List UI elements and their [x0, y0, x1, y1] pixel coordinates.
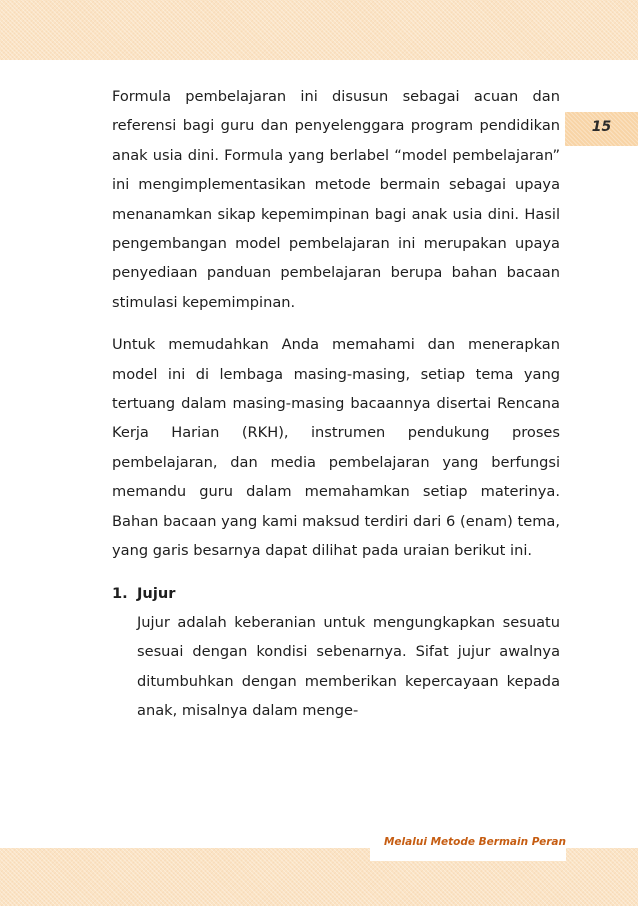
paragraph-line: 6 (enam) tema, yang garis besarnya dapat dilihat pada	[112, 512, 561, 560]
section-number: 1.	[112, 584, 128, 602]
paragraph-line: kepercayaan kepada anak, misalnya dalam menge-	[137, 672, 561, 720]
paragraph-line: referensi bagi guru dan penyelenggara program	[112, 117, 474, 135]
section-heading-jujur	[112, 579, 560, 608]
paragraph-line: Jujur adalah keberanian untuk mengungkapkan	[137, 613, 496, 631]
paragraph-line: proses pembelajaran, dan media pembelajaran yang	[112, 424, 561, 471]
paragraph-line: Formula pembelajaran ini disusun sebagai acuan dan	[112, 88, 560, 105]
paragraph-line: kepemimpinan.	[182, 293, 296, 311]
paragraph-line: Untuk memudahkan Anda memahami dan menerapkan	[112, 336, 560, 354]
top-decorative-band	[0, 0, 638, 60]
page-body	[112, 82, 560, 726]
footer-label-box	[370, 827, 566, 861]
paragraph-intro	[112, 82, 560, 317]
paragraph-line: berfungsi memandu guru dalam memahamkan setiap	[112, 453, 561, 501]
paragraph-line: model ini di lembaga masing-masing, setiap tema yang	[112, 365, 560, 383]
paragraph-line: bermain sebagai upaya menanamkan sikap	[112, 176, 561, 223]
page-number-tab	[565, 112, 638, 146]
footer-book-title: Melalui Metode Bermain Peran	[383, 836, 566, 848]
section-title: Jujur	[137, 584, 176, 602]
paragraph-line: model pembelajaran ini merupakan upaya penyediaan	[112, 235, 560, 282]
paragraph-line: kepemimpinan bagi anak usia dini. Hasil pengembangan	[112, 205, 560, 253]
paragraph-jujur	[112, 608, 560, 726]
paragraph-line: Rencana Kerja Harian (RKH), instrumen pendukung	[112, 395, 560, 442]
paragraph-line: pendidikan anak usia dini. Formula yang berlabel “model	[112, 117, 561, 164]
paragraph-line: pembelajaran” ini mengimplementasikan metode	[112, 146, 561, 194]
paragraph-line: sesuatu sesuai dengan kondisi sebenarnya. Sifat	[137, 613, 560, 661]
paragraph-line: panduan pembelajaran berupa bahan bacaan stimulasi	[112, 264, 560, 311]
paragraph-usage	[112, 330, 560, 565]
paragraph-line: tertuang dalam masing-masing bacaannya disertai	[112, 395, 492, 413]
page-number: 15	[591, 119, 612, 135]
paragraph-line: materinya. Bahan bacaan yang kami maksud terdiri dari	[112, 483, 560, 530]
paragraph-line: jujur awalnya ditumbuhkan dengan memberikan	[137, 643, 561, 690]
paragraph-line: uraian berikut ini.	[403, 542, 533, 560]
